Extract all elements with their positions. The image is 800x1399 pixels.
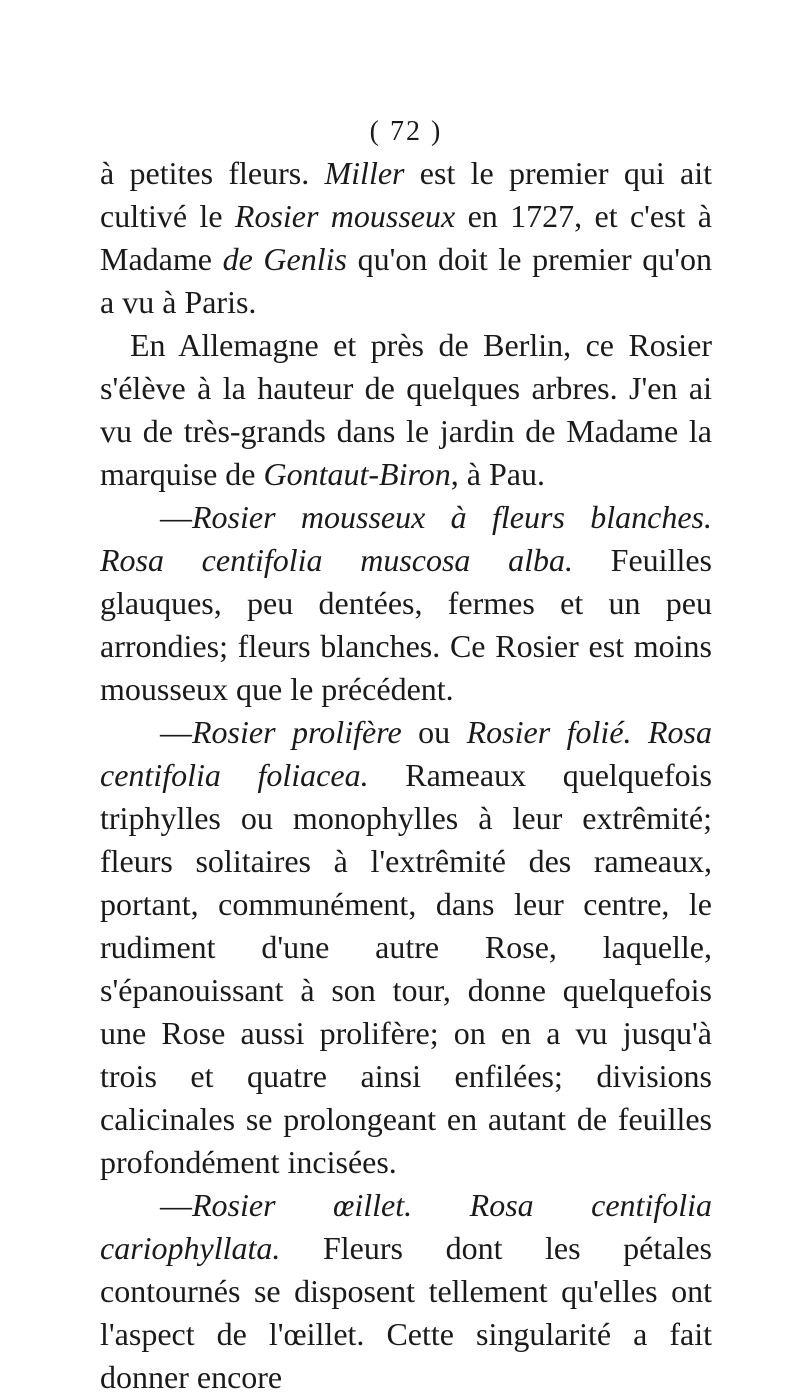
- entry-description: Feuilles glauques, peu dentées, fermes et un peu arrondies; fleurs blanches. Ce Rosier est moins mousseux que le précédent.: [100, 542, 713, 707]
- entry-title: Rosier mousseux à fleurs blanches. Rosa centifolia muscosa alba.: [100, 499, 712, 578]
- entry-dash: —: [160, 499, 192, 535]
- entry-description: Rameaux quelquefois triphylles ou monophylles à leur extrêmité; fleurs solitaires à l'extrêmité des rameaux, portant, communément, dans leur centre, le rudiment d'une autre Rose, laquelle, s'épanouissant à son tour, donne quelquefois une Rose aussi prolifère; on en a vu jusqu'à trois et quatre ainsi enfilées; divisions calicinales se prolongeant en autant de feuilles profondément incisées.: [100, 757, 712, 1180]
- text: est le premier qui ait cultivé le: [100, 155, 713, 234]
- text: En Allemagne et près de Berlin, ce Rosier s'élève à la hauteur de quelques arbres. J'en ai vu de très-grands dans le jardin de Madame la marquise de: [100, 327, 712, 492]
- text: en 1727, et c'est à Madame: [100, 198, 713, 277]
- entry-dash: —: [160, 1187, 192, 1223]
- page-number: ( 72 ): [369, 116, 443, 147]
- plant-name: Rosier mousseux: [234, 198, 456, 234]
- entry-title: Rosier prolifère: [192, 714, 402, 750]
- paragraph-2: [100, 324, 712, 496]
- paragraph-4: [100, 711, 712, 1184]
- person-name: de Genlis: [222, 241, 347, 277]
- text: à petites fleurs.: [100, 155, 325, 191]
- entry-title: Rosier folié. Rosa centifolia foliacea.: [100, 714, 712, 793]
- entry-dash: —: [160, 714, 192, 750]
- body-text: [100, 152, 712, 1399]
- author-name: Miller: [324, 155, 405, 191]
- text: , à Pau.: [450, 456, 545, 492]
- text: ou: [401, 714, 467, 750]
- text: qu'on doit le premier qu'on a vu à Paris.: [100, 241, 713, 320]
- person-name: Gontaut-Biron: [263, 456, 451, 492]
- paragraph-3: [100, 496, 712, 711]
- paragraph-1: [100, 152, 712, 324]
- entry-title: Rosier œillet. Rosa centifolia cariophyllata.: [100, 1187, 712, 1266]
- paragraph-5: [100, 1184, 712, 1399]
- entry-description: Fleurs dont les pétales contournés se disposent tellement qu'elles ont l'aspect de l'œillet. Cette singularité a fait donner encore: [100, 1230, 712, 1395]
